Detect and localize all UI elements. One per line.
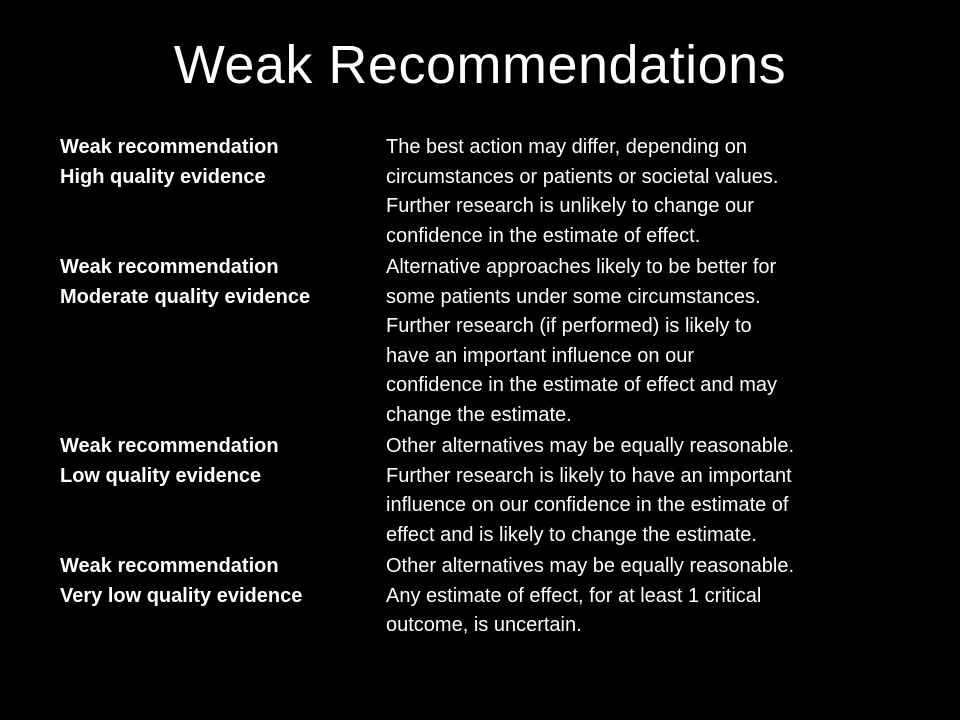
description-line: effect and is likely to change the estimate. <box>386 523 757 546</box>
description-line: confidence in the estimate of effect and may <box>386 374 777 396</box>
label-line: Weak recommendation <box>60 555 279 577</box>
recommendation-row <box>60 253 880 430</box>
recommendation-label <box>60 432 386 550</box>
description-line: confidence in the estimate of effect. <box>386 224 701 247</box>
recommendation-row <box>60 432 880 550</box>
description-line: Other alternatives may be equally reasonable. <box>386 435 795 457</box>
recommendation-description <box>386 133 846 251</box>
recommendation-description <box>386 432 846 550</box>
label-line: Moderate quality evidence <box>60 285 311 308</box>
description-line: some patients under some circumstances. <box>386 285 761 308</box>
recommendation-label <box>60 253 386 430</box>
label-line: Weak recommendation <box>60 435 279 457</box>
description-line: Any estimate of effect, for at least 1 critical <box>386 584 762 607</box>
label-line: Weak recommendation <box>60 136 279 158</box>
description-line: The best action may differ, depending on <box>386 136 747 158</box>
description-line: Further research is unlikely to change our <box>386 195 754 217</box>
recommendation-table <box>60 133 880 643</box>
description-line: Alternative approaches likely to be better for <box>386 256 777 278</box>
label-line: High quality evidence <box>60 165 266 188</box>
recommendation-description <box>386 253 846 430</box>
recommendation-label <box>60 552 386 641</box>
description-line: have an important influence on our <box>386 344 694 367</box>
description-line: change the estimate. <box>386 403 572 426</box>
description-line: influence on our confidence in the estimate of <box>386 494 789 516</box>
description-line: circumstances or patients or societal values. <box>386 165 779 188</box>
description-line: Further research is likely to have an important <box>386 464 792 487</box>
description-line: Other alternatives may be equally reasonable. <box>386 555 795 577</box>
recommendation-label <box>60 133 386 251</box>
label-line: Weak recommendation <box>60 256 279 278</box>
description-line: outcome, is uncertain. <box>386 614 582 636</box>
recommendation-row <box>60 552 880 641</box>
label-line: Low quality evidence <box>60 464 262 487</box>
recommendation-row <box>60 133 880 251</box>
description-line: Further research (if performed) is likely to <box>386 315 752 337</box>
slide-title: Weak Recommendations <box>173 35 787 95</box>
recommendation-description <box>386 552 846 641</box>
label-line: Very low quality evidence <box>60 584 303 607</box>
